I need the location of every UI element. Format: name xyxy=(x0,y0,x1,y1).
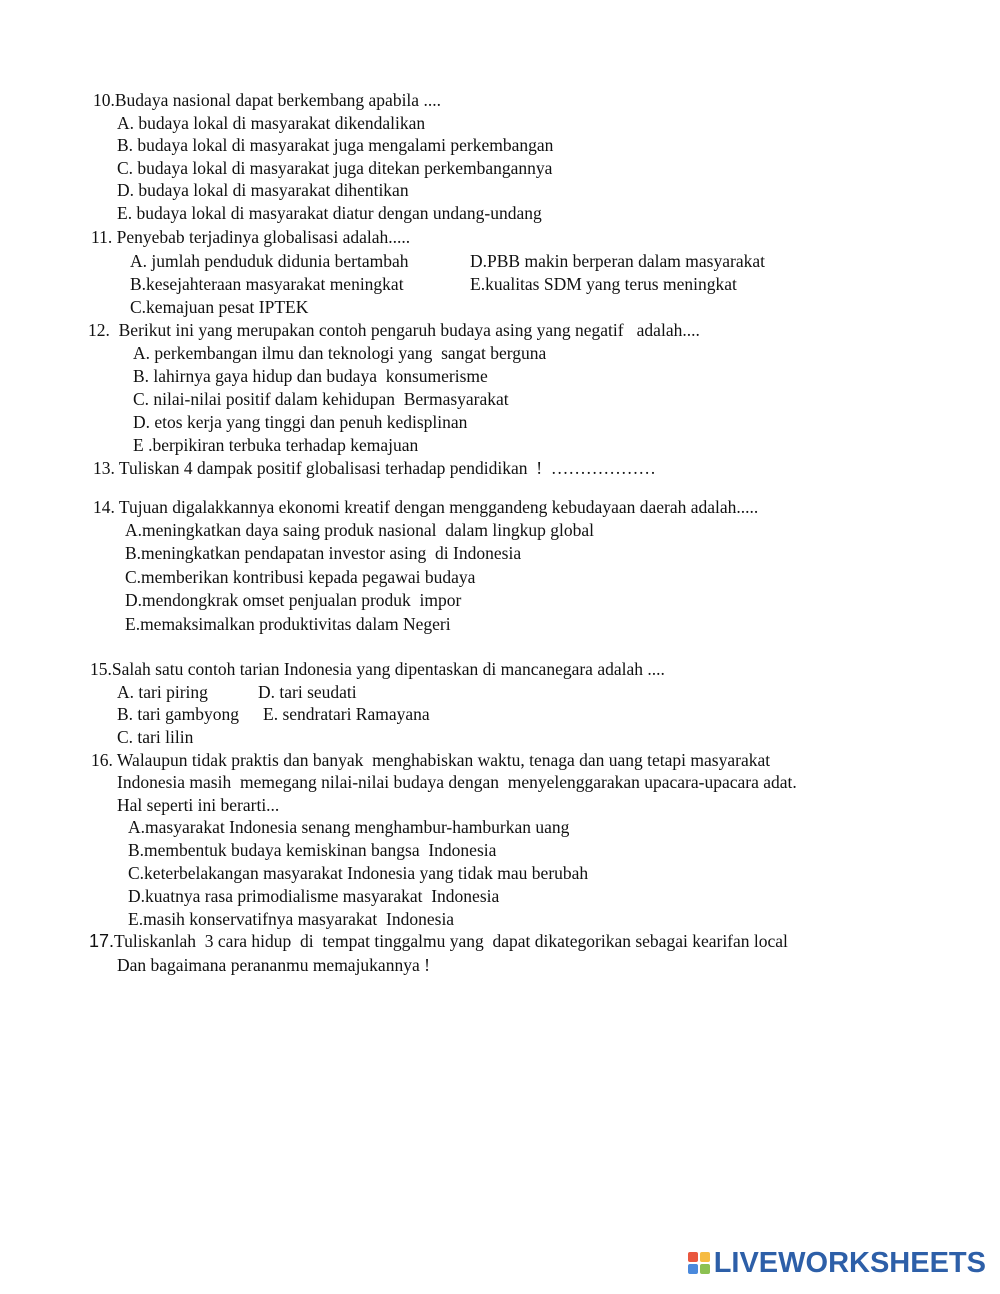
question-13-stem: 13. Tuliskan 4 dampak positif globalisasi terhadap pendidikan ! ……………… xyxy=(93,458,656,478)
logo-text: LIVEWORKSHEETS xyxy=(713,1246,986,1279)
question-16-option-d: D.kuatnya rasa primodialisme masyarakat Indonesia xyxy=(128,886,500,906)
question-16-stem-line-3: Hal seperti ini berarti... xyxy=(117,795,280,815)
question-16-option-e: E.masih konservatifnya masyarakat Indonesia xyxy=(128,909,455,929)
question-14-option-d: D.mendongkrak omset penjualan produk impor xyxy=(125,590,462,610)
question-11-option-e: E.kualitas SDM yang terus meningkat xyxy=(470,274,737,294)
question-14-option-b: B.meningkatkan pendapatan investor asing di Indonesia xyxy=(125,543,522,563)
question-11-stem: 11. Penyebab terjadinya globalisasi adalah..... xyxy=(91,227,411,247)
question-16-option-a: A.masyarakat Indonesia senang menghambur-hamburkan uang xyxy=(128,817,570,837)
question-11-option-c: C.kemajuan pesat IPTEK xyxy=(130,297,309,317)
question-11-option-a: A. jumlah penduduk didunia bertambah xyxy=(130,251,409,271)
question-16-option-b: B.membentuk budaya kemiskinan bangsa Indonesia xyxy=(128,840,497,860)
question-10-option-e: E. budaya lokal di masyarakat diatur dengan undang-undang xyxy=(117,203,542,223)
question-12-stem: 12. Berikut ini yang merupakan contoh pengaruh budaya asing yang negatif adalah.... xyxy=(88,320,700,340)
question-12-option-d: D. etos kerja yang tinggi dan penuh kedisplinan xyxy=(133,412,468,432)
question-14-option-a: A.meningkatkan daya saing produk nasional dalam lingkup global xyxy=(125,520,594,540)
question-12-option-a: A. perkembangan ilmu dan teknologi yang sangat berguna xyxy=(133,343,547,363)
question-17-stem-line-1 xyxy=(89,930,788,952)
question-16-stem-line-1: 16. Walaupun tidak praktis dan banyak menghabiskan waktu, tenaga dan uang tetapi masyarakat xyxy=(91,750,771,770)
question-10-option-a: A. budaya lokal di masyarakat dikendalikan xyxy=(117,113,426,133)
question-16-stem-line-2: Indonesia masih memegang nilai-nilai budaya dengan menyelenggarakan upacara-upacara adat. xyxy=(117,772,797,792)
question-10-option-d: D. budaya lokal di masyarakat dihentikan xyxy=(117,180,409,200)
question-15-option-e: E. sendratari Ramayana xyxy=(263,704,430,724)
question-14-option-c: C.memberikan kontribusi kepada pegawai budaya xyxy=(125,567,476,587)
question-15-option-b: B. tari gambyong xyxy=(117,704,239,724)
question-12-option-b: B. lahirnya gaya hidup dan budaya konsumerisme xyxy=(133,366,488,386)
liveworksheets-logo-icon xyxy=(688,1252,710,1274)
question-15-option-c: C. tari lilin xyxy=(117,727,194,747)
question-12-option-e: E .berpikiran terbuka terhadap kemajuan xyxy=(133,435,419,455)
question-15-stem: 15.Salah satu contoh tarian Indonesia yang dipentaskan di mancanegara adalah .... xyxy=(90,659,665,679)
question-11-option-d: D.PBB makin berperan dalam masyarakat xyxy=(470,251,765,271)
question-10-option-c: C. budaya lokal di masyarakat juga ditekan perkembangannya xyxy=(117,158,553,178)
question-11-option-b: B.kesejahteraan masyarakat meningkat xyxy=(130,274,404,294)
liveworksheets-logo xyxy=(688,1248,986,1278)
question-17-stem-line-2: Dan bagaimana perananmu memajukannya ! xyxy=(117,955,430,975)
question-16-option-c: C.keterbelakangan masyarakat Indonesia yang tidak mau berubah xyxy=(128,863,589,883)
question-14-option-e: E.memaksimalkan produktivitas dalam Negeri xyxy=(125,614,451,634)
question-12-option-c: C. nilai-nilai positif dalam kehidupan Bermasyarakat xyxy=(133,389,509,409)
question-15-option-a: A. tari piring xyxy=(117,682,208,702)
question-15-option-d: D. tari seudati xyxy=(258,682,357,702)
question-14-stem: 14. Tujuan digalakkannya ekonomi kreatif dengan menggandeng kebudayaan daerah adalah..... xyxy=(93,497,759,517)
question-17-stem-text: Tuliskanlah 3 cara hidup di tempat tinggalmu yang dapat dikategorikan sebagai kearifan local xyxy=(114,931,788,951)
question-10-option-b: B. budaya lokal di masyarakat juga mengalami perkembangan xyxy=(117,135,554,155)
question-17-number: 17. xyxy=(89,931,115,951)
question-10-stem: 10.Budaya nasional dapat berkembang apabila .... xyxy=(93,90,441,110)
